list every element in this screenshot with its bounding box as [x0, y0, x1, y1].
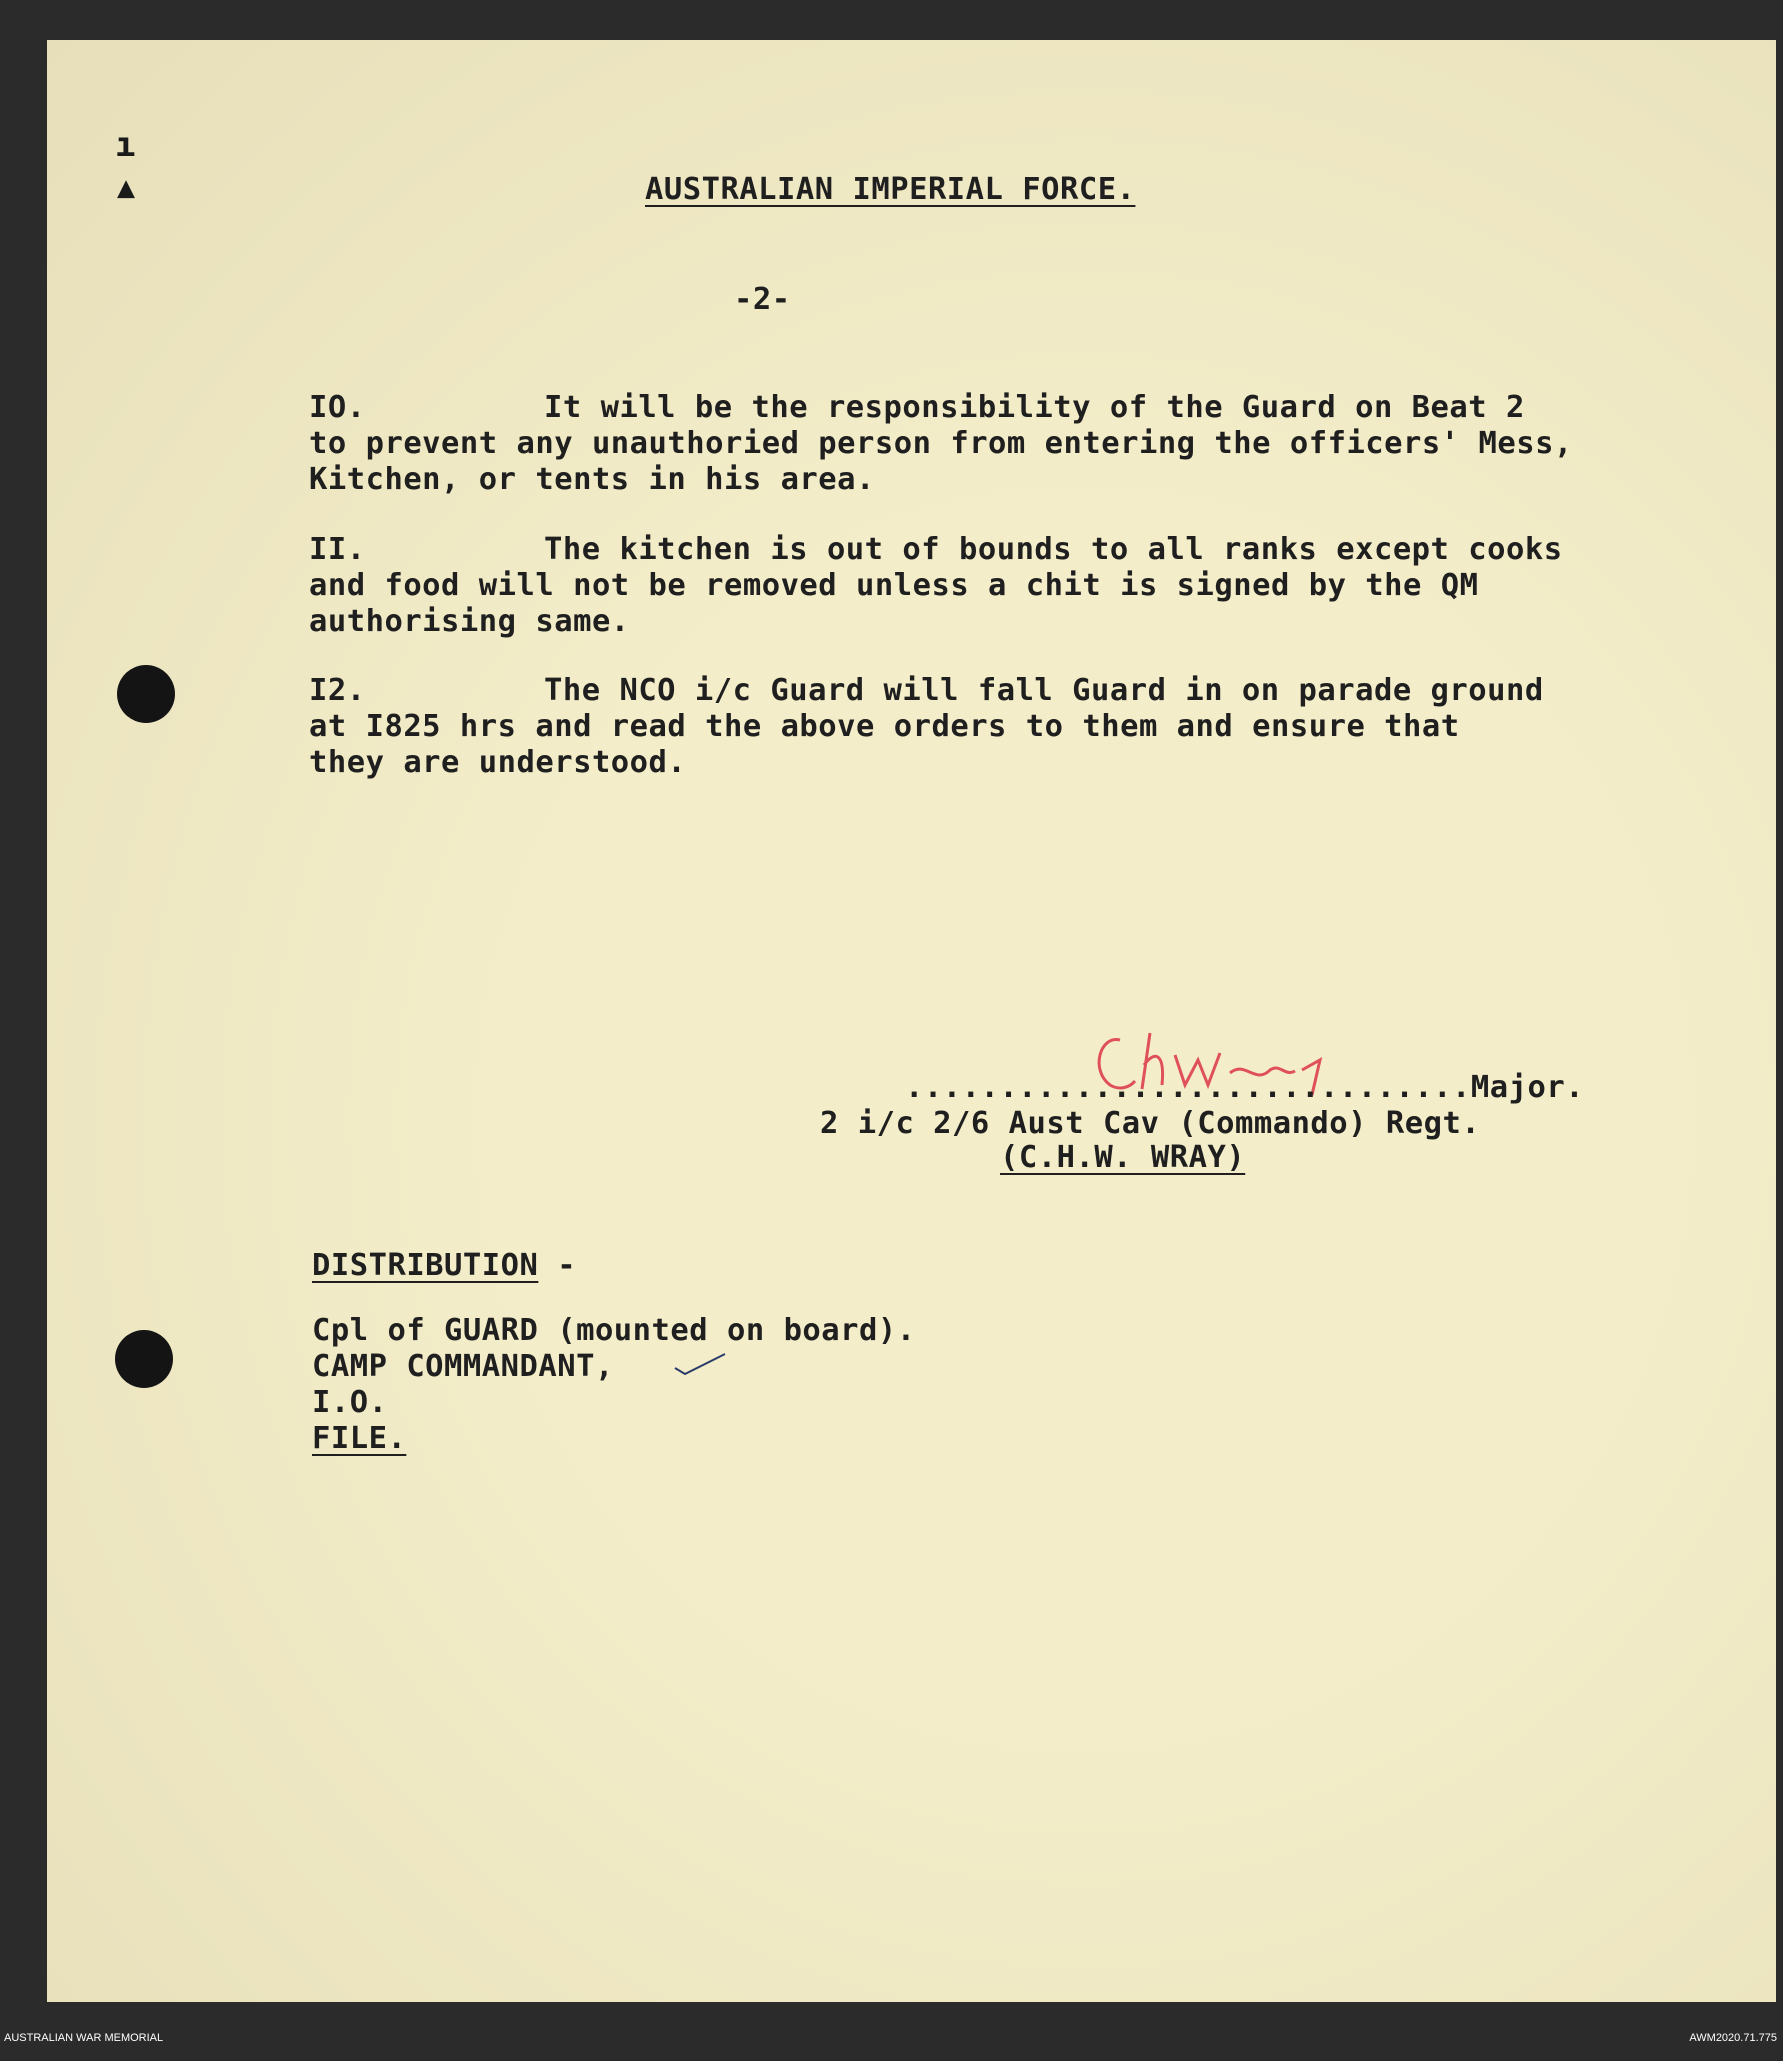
staple-mark: ▲ [117, 170, 136, 205]
distribution-item: I.O. [312, 1385, 388, 1420]
signatory-name: (C.H.W. WRAY) [1000, 1140, 1246, 1175]
punch-hole-bottom [115, 1330, 173, 1388]
signature-line: ..............................Major. [905, 1070, 1585, 1105]
distribution-item: Cpl of GUARD (mounted on board). [312, 1313, 916, 1348]
paragraph-line: The NCO i/c Guard will fall Guard in on parade ground [544, 673, 1544, 708]
distribution-item: FILE. [312, 1421, 407, 1456]
paragraph-line: at I825 hrs and read the above orders to them and ensure that [309, 709, 1460, 744]
distribution-heading-wrap [312, 1248, 576, 1284]
distribution-dash: - [538, 1248, 577, 1283]
paragraph-number: IO. [309, 390, 366, 425]
paragraph-line: authorising same. [309, 604, 630, 639]
distribution-item: CAMP COMMANDANT, [312, 1349, 614, 1384]
paragraph-line: Kitchen, or tents in his area. [309, 462, 875, 497]
punch-hole-top [117, 665, 175, 723]
document-heading: AUSTRALIAN IMPERIAL FORCE. [645, 172, 1136, 207]
paragraph-line: It will be the responsibility of the Guard on Beat 2 [544, 390, 1525, 425]
paragraph-number: I2. [309, 673, 366, 708]
page-number: -2- [734, 282, 791, 317]
paragraph-number: II. [309, 532, 366, 567]
paragraph-line: The kitchen is out of bounds to all ranks except cooks [544, 532, 1563, 567]
paragraph-line: and food will not be removed unless a chit is signed by the QM [309, 568, 1479, 603]
signatory-unit: 2 i/c 2/6 Aust Cav (Commando) Regt. [820, 1106, 1481, 1141]
document-page [47, 40, 1776, 2002]
footer-left: AUSTRALIAN WAR MEMORIAL [4, 2032, 164, 2044]
check-mark [670, 1350, 730, 1380]
distribution-heading: DISTRIBUTION [312, 1248, 539, 1283]
paragraph-line: they are understood. [309, 745, 687, 780]
paragraph-line: to prevent any unauthoried person from entering the officers' Mess, [309, 426, 1573, 461]
ink-mark: ı [115, 125, 136, 165]
footer-right: AWM2020.71.775 [1689, 2032, 1777, 2044]
